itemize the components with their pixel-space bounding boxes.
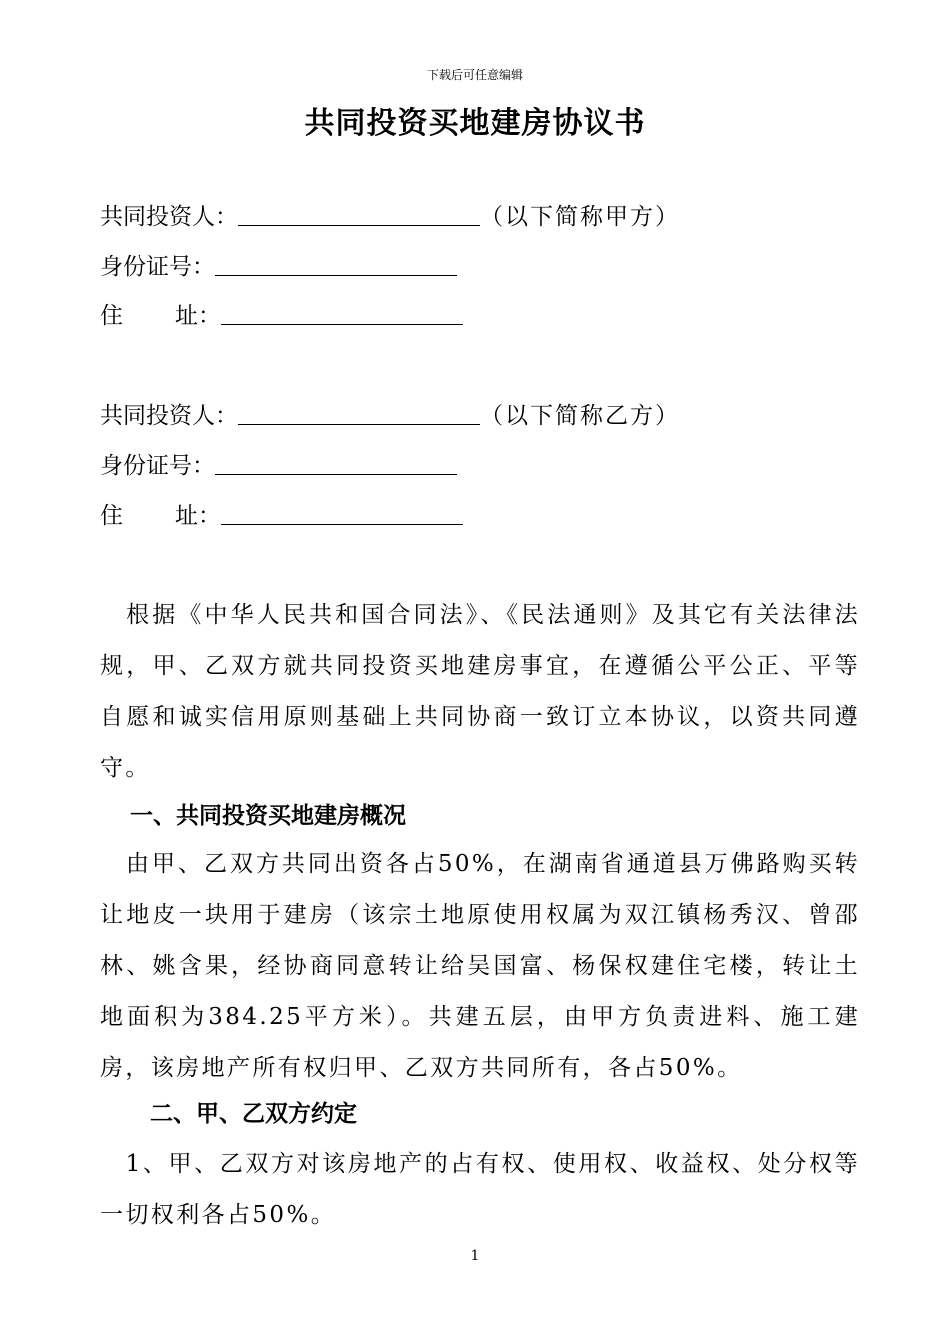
party-b-investor-label: 共同投资人：: [100, 403, 238, 429]
page-number: 1: [470, 1248, 480, 1264]
party-b-investor-line: [100, 400, 680, 432]
party-a-address-line: [100, 300, 463, 332]
party-a-investor-line: [100, 201, 680, 233]
party-a-id-label: 身份证号：: [100, 254, 215, 280]
section-1-paragraph: 由甲、乙双方共同出资各占50%，在湖南省通道县万佛路购买转让地皮一块用于建房（该宗土地原使用权属为双江镇杨秀汉、曾邵林、姚含果，经协商同意转让给吴国富、杨保权建住宅楼，转让土地面积为384.25平方米）。共建五层，由甲方负责进料、施工建房，该房地产所有权归甲、乙双方共同所有，各占50%。: [100, 851, 860, 1081]
header-note: 下载后可任意编辑: [426, 68, 523, 82]
party-a-address-label-2: 址：: [175, 303, 221, 329]
section-2-heading: 二、甲、乙双方约定: [150, 1101, 357, 1127]
party-a-address-label-1: 住: [100, 303, 123, 329]
party-a-investor-blank[interactable]: [238, 203, 480, 226]
party-b-investor-note: （以下简称乙方）: [480, 403, 680, 429]
party-a-investor-note: （以下简称甲方）: [480, 204, 680, 230]
party-b-id-blank[interactable]: [215, 452, 457, 475]
document-title: 共同投资买地建房协议书: [304, 106, 646, 141]
party-b-id-label: 身份证号：: [100, 453, 215, 479]
party-b-address-blank[interactable]: [221, 502, 463, 525]
party-a-address-blank[interactable]: [221, 302, 463, 325]
party-b-address-label-1: 住: [100, 503, 123, 529]
party-b-investor-blank[interactable]: [238, 402, 480, 425]
party-a-investor-label: 共同投资人：: [100, 204, 238, 230]
intro-paragraph: 根据《中华人民共和国合同法》、《民法通则》及其它有关法律法规，甲、乙双方就共同投资买地建房事宜，在遵循公平公正、平等自愿和诚实信用原则基础上共同协商一致订立本协议，以资共同遵守。: [100, 602, 860, 781]
party-b-address-label-2: 址：: [175, 503, 221, 529]
party-b-id-line: [100, 450, 457, 482]
section-1-heading: 一、共同投资买地建房概况: [130, 803, 406, 829]
party-b-address-line: [100, 500, 463, 532]
section-2-item-1: 1、甲、乙双方对该房地产的占有权、使用权、收益权、处分权等一切权利各占50%。: [100, 1151, 860, 1228]
party-a-id-line: [100, 251, 457, 283]
party-a-id-blank[interactable]: [215, 253, 457, 276]
